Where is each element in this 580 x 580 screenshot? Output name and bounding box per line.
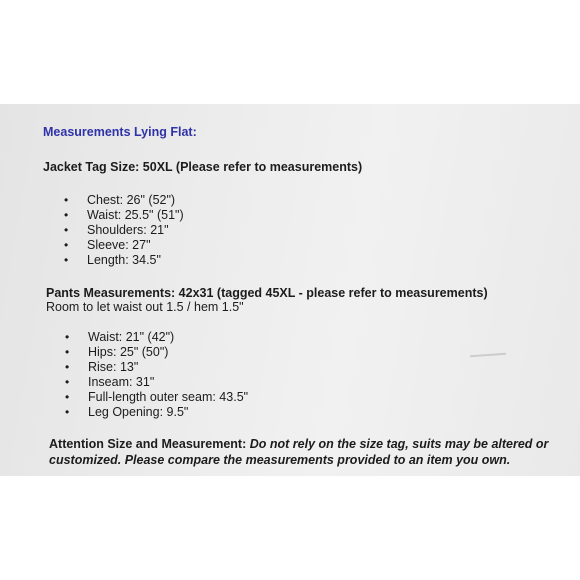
list-item [64, 208, 184, 223]
screen-smudge [470, 353, 506, 358]
bullet-icon: • [65, 360, 70, 374]
pants-outer-seam: Full-length outer seam: 43.5" [88, 390, 249, 404]
jacket-chest: Chest: 26" (52") [87, 193, 176, 207]
pants-waist: Waist: 21" (42") [88, 330, 175, 344]
measurements-photo [0, 104, 580, 476]
jacket-shoulders: Shoulders: 21" [87, 223, 169, 237]
pants-leg-opening: Leg Opening: 9.5" [88, 405, 189, 419]
list-item [64, 193, 184, 208]
attention-warning: Do not rely on the size tag, suits may be altered or customized. Please compare the measurements provided to an item you own. [49, 437, 549, 467]
bullet-icon: • [64, 223, 69, 237]
bullet-icon: • [65, 375, 70, 389]
bullet-icon: • [64, 193, 69, 207]
list-item [64, 223, 184, 238]
jacket-sleeve: Sleeve: 27" [87, 238, 151, 252]
bullet-icon: • [65, 390, 70, 404]
pants-hips: Hips: 25" (50") [88, 345, 169, 359]
list-item [65, 345, 248, 360]
jacket-waist: Waist: 25.5" (51") [87, 208, 184, 222]
list-item [64, 238, 184, 253]
attention-notice [49, 436, 569, 468]
list-item [65, 405, 248, 420]
list-item [65, 360, 248, 375]
bullet-icon: • [64, 253, 69, 267]
jacket-length: Length: 34.5" [87, 253, 161, 267]
pants-measurements-title: Pants Measurements: 42x31 (tagged 45XL - please refer to measurements) [46, 286, 488, 300]
bullet-icon: • [65, 345, 70, 359]
attention-label: Attention Size and Measurement: [49, 437, 250, 451]
bullet-icon: • [65, 405, 70, 419]
bullet-icon: • [64, 208, 69, 222]
pants-measurements-list [65, 330, 249, 420]
pants-rise: Rise: 13" [88, 360, 139, 374]
list-item [65, 330, 248, 345]
list-item [65, 390, 249, 405]
jacket-tag-size: Jacket Tag Size: 50XL (Please refer to measurements) [43, 160, 363, 174]
pants-inseam: Inseam: 31" [88, 375, 155, 389]
bullet-icon: • [64, 238, 69, 252]
bullet-icon: • [65, 330, 70, 344]
measurements-heading: Measurements Lying Flat: [43, 125, 197, 139]
pants-alteration-note: Room to let waist out 1.5 / hem 1.5" [46, 300, 244, 314]
list-item [64, 253, 184, 268]
jacket-measurements-list [64, 193, 184, 268]
list-item [65, 375, 248, 390]
